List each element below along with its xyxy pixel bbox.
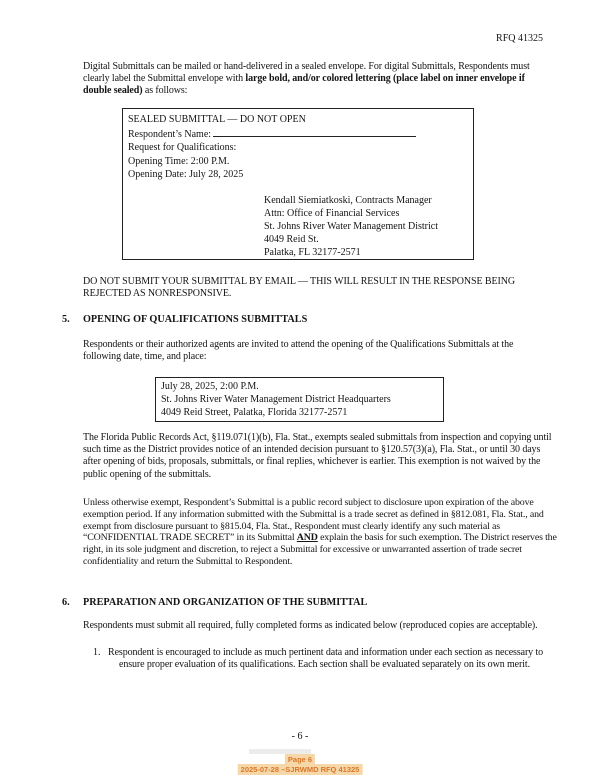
header-rfq-number: RFQ 41325 [496,33,543,44]
box-title: SEALED SUBMITTAL — DO NOT OPEN [128,114,306,125]
email-warning: DO NOT SUBMIT YOUR SUBMITTAL BY EMAIL — THIS WILL RESULT IN THE RESPONSE BEING REJECTED AS NONRESPONSIVE. [83,276,515,300]
opening-time-line: Opening Time: 2:00 P.M. [128,155,230,167]
opening-address: 4049 Reid Street, Palatka, Florida 32177-2571 [161,406,348,418]
list-item-1 [93,647,555,671]
list-item-1-text: Respondent is encouraged to include as much pertinent data and information under each section as necessary to ensure proper evaluation of its qualifications. Each section shall be evaluated separately on its own merit. [108,647,544,671]
contact-street: 4049 Reid St. [264,233,319,245]
section-6-title: PREPARATION AND ORGANIZATION OF THE SUBMITTAL [83,597,368,608]
opening-datetime: July 28, 2025, 2:00 P.M. [161,381,259,392]
request-for-qualifications-line: Request for Qualifications: [128,142,237,153]
trade-secret-and: AND [296,532,318,544]
section-5-title: OPENING OF QUALIFICATIONS SUBMITTALS [83,314,308,325]
opening-date-line: Opening Date: July 28, 2025 [128,169,244,180]
opening-info-box [155,377,444,422]
intro-bold-text: large bold, and/or colored lettering (place label on inner envelope if double sealed) [83,73,525,97]
intro-paragraph [83,61,551,98]
trade-secret-text-1: Unless otherwise exempt, Respondent’s Submittal is a public record subject to disclosure upon expiration of the above exemption period. If any information submitted with the Submittal is a trade secret as defined in §812.081, Fla. Stat., and exempt from disclosure pursuant to §815.04, Fla. Stat., Respondent must clearly identify any such material as “CONFIDENTIAL TRADE SECRET” in its Submittal [83,497,544,544]
contact-attn: Attn: Office of Financial Services [264,207,400,219]
page-badge: Page 6 [285,754,315,765]
respondent-name-label: Respondent’s Name: [128,128,212,140]
section-5-heading [62,314,562,325]
section-5-paragraph-1: Respondents or their authorized agents are invited to attend the opening of the Qualifications Submittals at the following date, time, and place: [83,339,514,363]
intro-text-1: Digital Submittals can be mailed or hand-delivered in a sealed envelope. For digital Submittals, Respondents must clearly label the Submittal envelope with [83,61,530,85]
intro-text-2: as follows: [142,85,188,97]
section-6-heading [62,597,562,608]
opening-location: St. Johns River Water Management District Headquarters [161,393,391,405]
contact-org: St. Johns River Water Management District [264,220,438,232]
contact-block [264,194,468,259]
trade-secret-paragraph [83,497,563,568]
contact-city: Palatka, FL 32177-2571 [264,246,361,258]
page-number: - 6 - [291,731,309,742]
public-records-paragraph: The Florida Public Records Act, §119.071(1)(b), Fla. Stat., exempts sealed submittals from inspection and copying until such time as the District provides notice of an intended decision pursuant to §120.57(3)(a), Fla. Stat., or until 30 days after opening of bids, proposals, submittals, or final replies, whichever is earlier. This exemption is not waived by the public opening of the submittals. [83,432,552,480]
section-6-paragraph-1: Respondents must submit all required, fully completed forms as indicated below (reproduced copies are acceptable). [83,620,538,631]
document-id-badge: 2025-07-28 –SJRWMD RFQ 41325 [238,764,363,775]
respondent-name-blank [213,127,416,137]
trade-secret-text-2: explain the basis for such exemption. The District reserves the right, in its sole judgment and discretion, to reject a Submittal for excessive or unwarranted assertion of trade secret confidentiality and return the Submittal to Respondent. [83,532,557,567]
section-6-number: 6. [62,597,70,608]
list-item-1-number: 1. [93,647,101,658]
contact-name: Kendall Siemiatkoski, Contracts Manager [264,194,432,206]
section-5-number: 5. [62,314,70,325]
respondent-name-line [128,127,468,142]
sealed-submittal-box [122,108,474,260]
